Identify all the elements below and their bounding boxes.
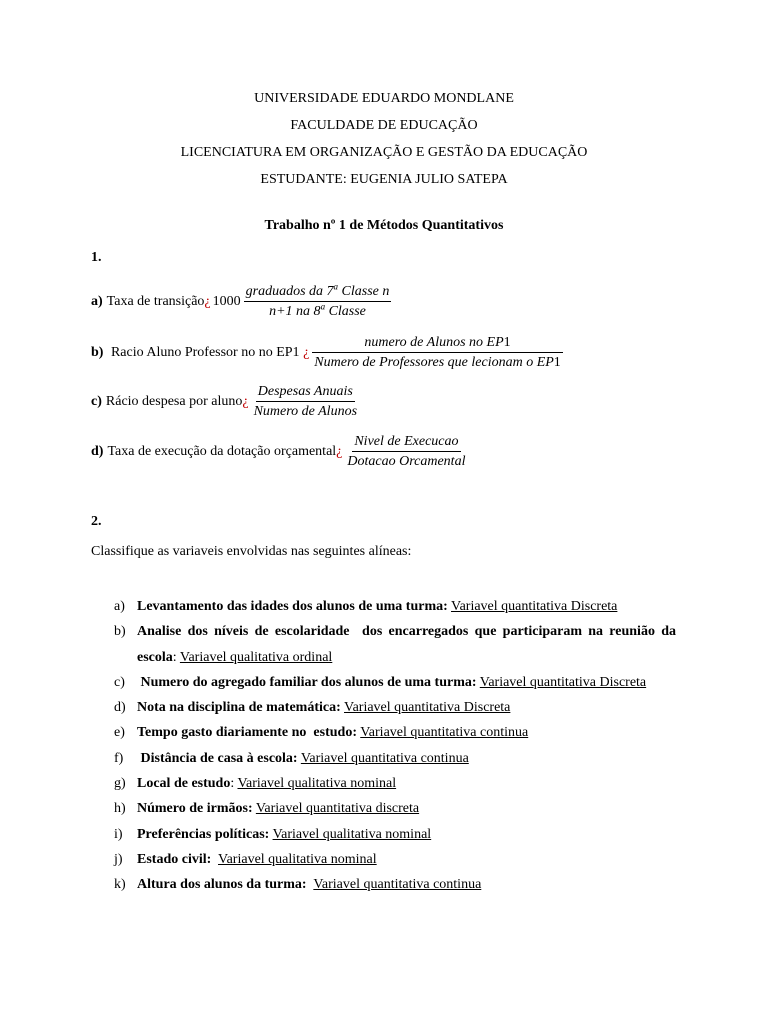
item-question: Altura dos alunos da turma: xyxy=(137,877,307,893)
item-question: Levantamento das idades dos alunos de uma turma: xyxy=(137,599,448,614)
item-marker: f) xyxy=(114,750,124,766)
item-answer: Variavel quantitativa Discreta xyxy=(479,674,647,690)
item-answer: Variavel qualitativa nominal xyxy=(272,826,432,842)
item-question: Numero do agregado familiar dos alunos de uma turma: xyxy=(137,674,477,690)
fraction-numerator: Nivel de Execucao xyxy=(352,433,460,452)
fraction-numerator: numero de Alunos no EP1 xyxy=(312,334,563,353)
item-marker: b) xyxy=(114,624,126,640)
faculty-name: FACULDADE DE EDUCAÇÃO xyxy=(290,118,478,133)
formula-a xyxy=(91,283,391,320)
formula-symbol: ¿ xyxy=(242,393,249,409)
fraction xyxy=(244,283,392,320)
formula-symbol: ¿ xyxy=(204,293,211,309)
item-answer: Variavel quantitativa continua xyxy=(313,877,482,893)
item-question: Analise dos níveis de escolaridade dos encarregados que participaram na reunião da escola xyxy=(137,624,680,665)
item-question: Preferências políticas: xyxy=(137,826,270,842)
list-item xyxy=(91,746,676,771)
fraction-denominator: Numero de Alunos xyxy=(253,404,358,419)
item-answer: Variavel quantitativa Discreta xyxy=(451,599,618,614)
item-marker: c) xyxy=(114,674,125,690)
list-item xyxy=(91,720,676,745)
formula-symbol: ¿ xyxy=(336,443,343,459)
item-answer: Variavel quantitativa Discreta xyxy=(344,700,511,716)
item-marker: d) xyxy=(114,700,126,716)
course-name: LICENCIATURA EM ORGANIZAÇÃO E GESTÃO DA EDUCAÇÃO xyxy=(180,145,588,160)
formula-text: Taxa de execução da dotação orçamental xyxy=(107,443,337,459)
formula-label: d) xyxy=(91,443,104,459)
fraction-numerator: graduados da 7$^a$ Classe n xyxy=(244,283,392,302)
item-answer: Variavel quantitativa continua xyxy=(300,750,469,766)
list-item xyxy=(91,872,676,897)
formula-text: Rácio despesa por aluno xyxy=(105,393,243,409)
formula-d xyxy=(91,433,467,470)
fraction xyxy=(345,433,467,470)
fraction xyxy=(252,383,359,420)
formula-label: c) xyxy=(91,393,102,409)
section-2-number: 2. xyxy=(91,514,102,529)
item-marker: a) xyxy=(114,599,125,614)
formula-b xyxy=(91,334,563,371)
formula-c xyxy=(91,383,359,420)
section-1-number: 1. xyxy=(91,250,102,265)
item-answer: Variavel qualitativa nominal xyxy=(237,776,397,792)
item-question: Número de irmãos: xyxy=(137,801,253,817)
list-item: b) Analise dos níveis de escolaridade dos encarregados que participaram na reunião da escola: Variavel qualitativa ordinal xyxy=(91,619,676,670)
formula-symbol: ¿ xyxy=(303,344,310,360)
list-item xyxy=(91,594,676,619)
item-marker: g) xyxy=(114,776,126,792)
item-marker: h) xyxy=(114,801,126,817)
item-marker: k) xyxy=(114,877,126,893)
item-question: Local de estudo xyxy=(137,776,231,792)
fraction-numerator: Despesas Anuais xyxy=(256,383,355,402)
list-item: g) Local de estudo: Variavel qualitativa nominal xyxy=(91,771,676,796)
formula-text: Taxa de transição xyxy=(106,293,205,309)
formula-label: b) xyxy=(91,344,104,360)
formula-factor: 1000 xyxy=(212,293,241,309)
classification-list xyxy=(91,594,680,898)
university-name: UNIVERSIDADE EDUARDO MONDLANE xyxy=(254,91,514,106)
fraction-denominator: Numero de Professores que lecionam o EP1 xyxy=(314,355,561,370)
section-2-intro: Classifique as variaveis envolvidas nas seguintes alíneas: xyxy=(91,544,412,559)
item-question: Distância de casa à escola: xyxy=(137,750,298,766)
formula-label: a) xyxy=(91,293,103,309)
item-question: Estado civil: xyxy=(137,851,212,867)
fraction-denominator: n+1 na 8$^a$ Classe xyxy=(269,301,366,319)
list-item xyxy=(91,822,676,847)
list-item xyxy=(91,695,676,720)
student-name: ESTUDANTE: EUGENIA JULIO SATEPA xyxy=(260,172,508,187)
list-item xyxy=(91,670,676,695)
item-answer: Variavel qualitativa ordinal xyxy=(179,649,333,665)
list-item xyxy=(91,796,676,821)
item-answer: Variavel quantitativa discreta xyxy=(255,801,420,817)
item-marker: i) xyxy=(114,826,123,842)
formula-text: Racio Aluno Professor no no EP1 xyxy=(107,344,304,360)
list-item xyxy=(91,847,676,872)
item-question: Tempo gasto diariamente no estudo: xyxy=(137,725,357,741)
item-marker: e) xyxy=(114,725,125,741)
fraction-denominator: Dotacao Orcamental xyxy=(347,454,466,469)
item-answer: Variavel quantitativa continua xyxy=(360,725,529,741)
document-title: Trabalho nº 1 de Métodos Quantitativos xyxy=(264,218,504,233)
fraction xyxy=(312,334,563,371)
item-marker: j) xyxy=(114,851,123,867)
document-header xyxy=(0,85,768,193)
item-answer: Variavel qualitativa nominal xyxy=(218,851,377,867)
item-question: Nota na disciplina de matemática: xyxy=(137,700,341,716)
